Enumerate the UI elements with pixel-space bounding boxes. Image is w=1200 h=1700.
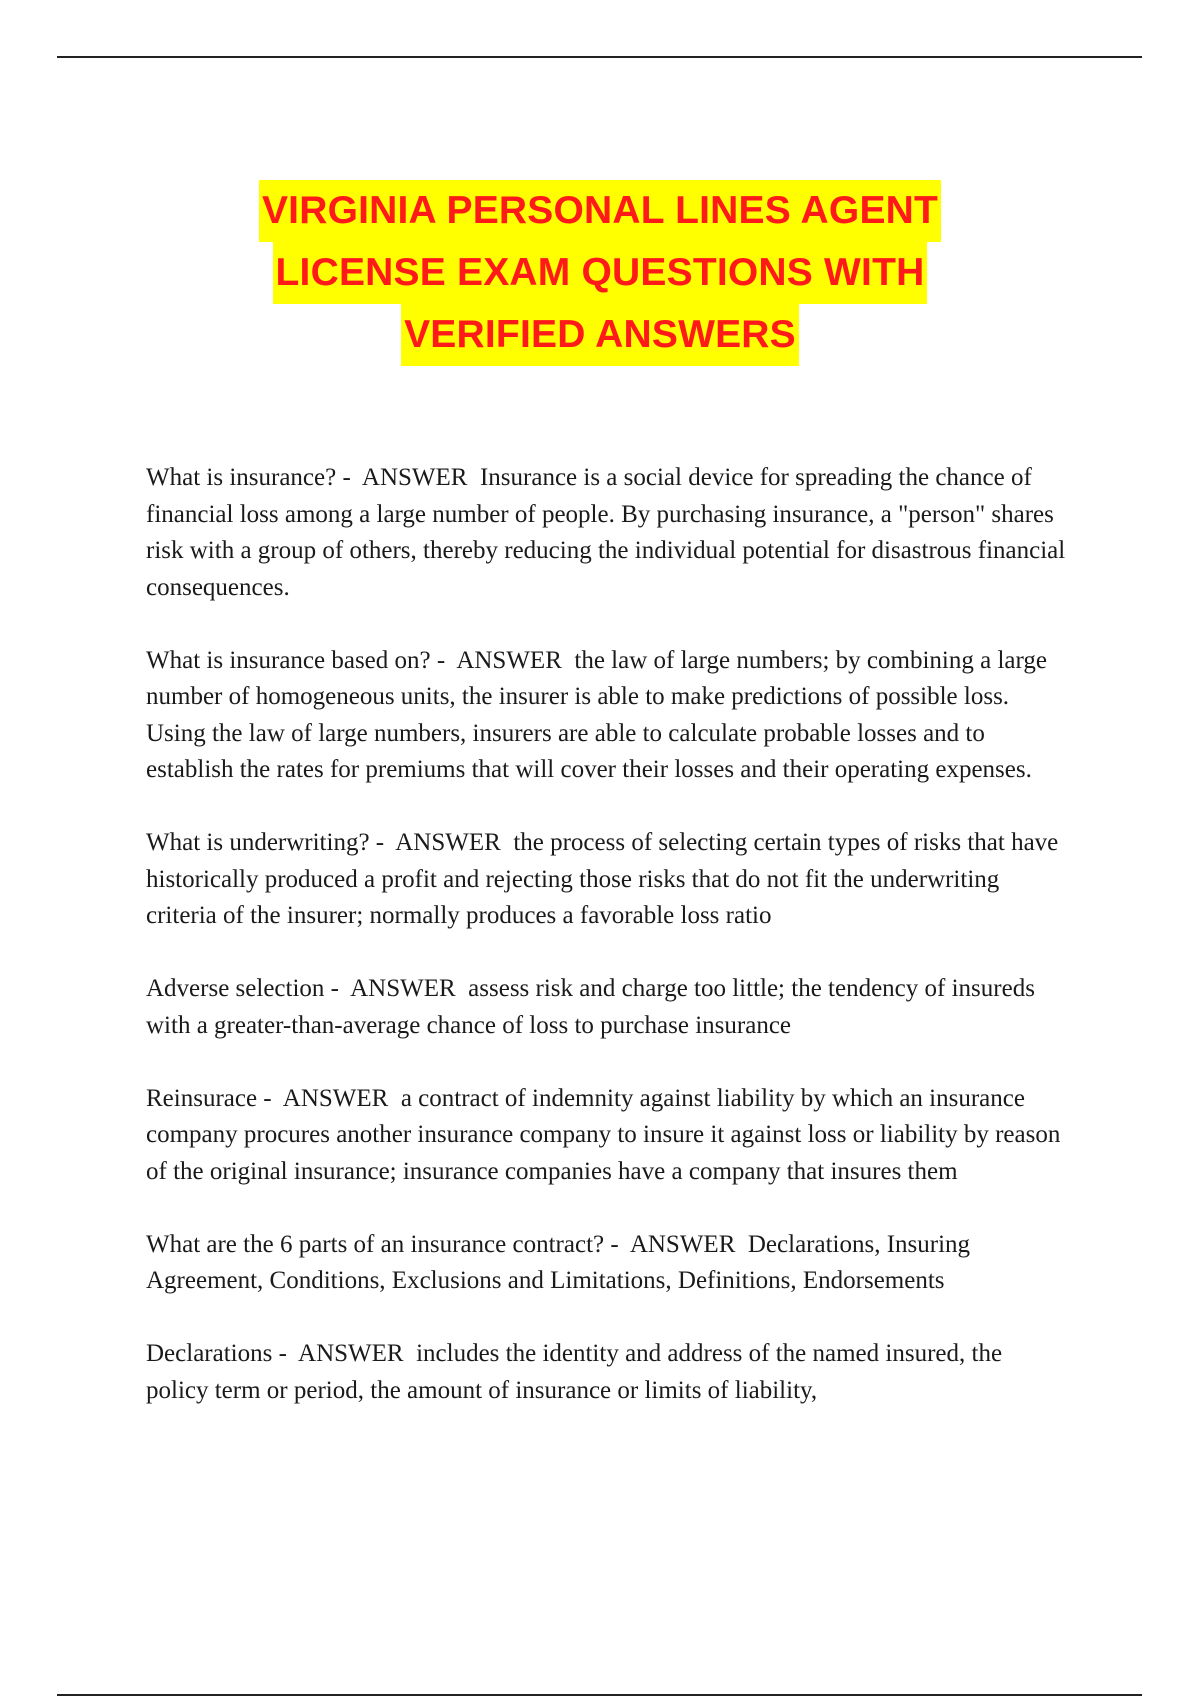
title-line: LICENSE EXAM QUESTIONS WITH	[273, 242, 928, 304]
title-line: VERIFIED ANSWERS	[401, 304, 799, 366]
qa-item	[146, 460, 1066, 606]
bottom-rule	[57, 1694, 1142, 1696]
question-text: Adverse selection -	[146, 975, 339, 1002]
answer-label: ANSWER	[350, 975, 456, 1002]
question-text: What is insurance? -	[146, 464, 351, 491]
answer-label: ANSWER	[282, 1084, 389, 1112]
qa-item	[146, 1081, 1066, 1191]
qa-item	[146, 971, 1066, 1044]
title-line: VIRGINIA PERSONAL LINES AGENT	[259, 180, 941, 242]
qa-list	[146, 460, 1066, 1446]
answer-text: Insurance is a social device for spreading the chance of financial loss among a large number of people. By purchasing insurance, a "person" shares risk with a group of others, thereby reducing the individual potential for disastrous financial consequences.	[146, 464, 1066, 601]
answer-label: ANSWER	[298, 1340, 404, 1367]
document-title	[0, 180, 1200, 366]
answer-text: the law of large numbers; by combining a large number of homogeneous units, the insurer is able to make predictions of possible loss. Using the law of large numbers, insurers are able to calculate probable losses and to establish the rates for premiums that will cover their losses and their operating expenses.	[146, 646, 1047, 783]
question-text: Reinsurace -	[146, 1084, 272, 1112]
question-text: What is underwriting? -	[146, 829, 385, 856]
qa-item	[146, 643, 1066, 789]
answer-label: ANSWER	[395, 829, 501, 856]
answer-label: ANSWER	[361, 464, 468, 491]
answer-text: a contract of indemnity against liability by which an insurance company procures another insurance company to insure it against loss or liability by reason of the original insurance; insurance companies have a company that insures them	[146, 1084, 1061, 1185]
question-text: What are the 6 parts of an insurance contract? -	[146, 1230, 619, 1258]
question-text: Declarations -	[146, 1340, 287, 1367]
qa-item	[146, 1336, 1066, 1409]
answer-text: the process of selecting certain types of risks that have historically produced a profit and rejecting those risks that do not fit the underwriting criteria of the insurer; normally produces a favorable loss ratio	[146, 829, 1059, 929]
qa-item	[146, 825, 1066, 935]
answer-text: Declarations, Insuring Agreement, Conditions, Exclusions and Limitations, Definitions, Endorsements	[146, 1230, 971, 1294]
answer-label: ANSWER	[629, 1230, 736, 1258]
top-rule	[57, 56, 1142, 58]
qa-item	[146, 1227, 1066, 1300]
answer-text: includes the identity and address of the named insured, the policy term or period, the amount of insurance or limits of liability,	[146, 1340, 1003, 1404]
answer-label: ANSWER	[456, 646, 562, 674]
question-text: What is insurance based on? -	[146, 646, 446, 674]
answer-text: assess risk and charge too little; the tendency of insureds with a greater-than-average chance of loss to purchase insurance	[146, 975, 1035, 1039]
